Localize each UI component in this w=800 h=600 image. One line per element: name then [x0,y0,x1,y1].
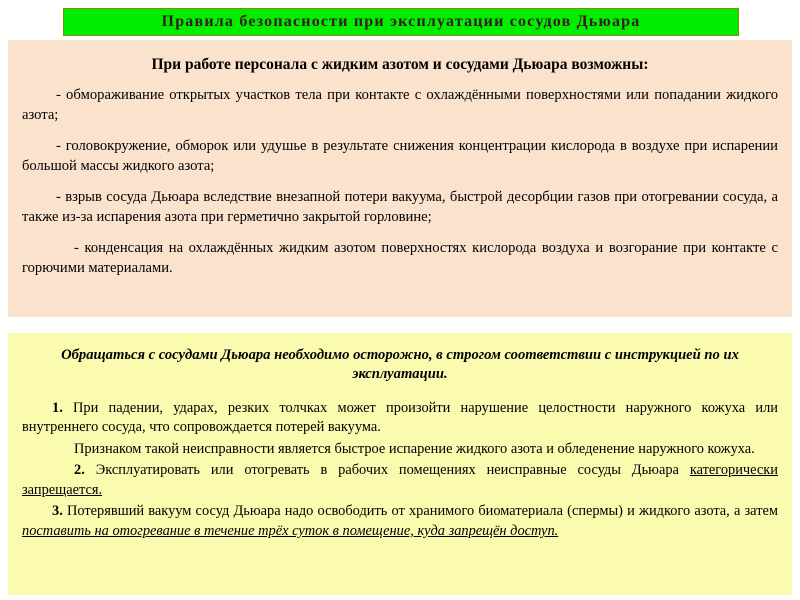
rule-2-number: 2. [74,462,85,479]
rule-1-note-text: Признаком такой неисправности является быстрое испарение жидкого азота и обледенение наружного кожуха. [74,440,755,457]
rule-3-number: 3. [52,503,63,520]
rule-1-number: 1. [52,399,63,416]
hazard-item: - взрыв сосуда Дьюара вследствие внезапной потери вакуума, быстрой десорбции газов при отогревании сосуда, а также из-за испарения азота при герметично закрытой горловине; [22,189,778,226]
hazard-item: - конденсация на охлаждённых жидким азотом поверхностях кислорода воздуха и возгорание при контакте с горючими материалами. [22,240,778,277]
rule-item-1-note [22,440,778,460]
rule-2-emphasis: категорически запрещается. [22,462,778,498]
rule-3-text: Потерявший вакуум сосуд Дьюара надо освободить от хранимого биоматериала (спермы) и жидкого азота, а затем [66,503,778,520]
slide-title-banner [63,8,739,36]
rule-1-text: При падении, ударах, резких толчках может произойти нарушение целостности наружного кожуха или внутреннего сосуда, что сопровождается потерей вакуума. [22,399,778,436]
rule-2-text: Эксплуатировать или отогревать в рабочих помещениях неисправные сосуды Дьюара [95,462,679,479]
hazards-heading: При работе персонала с жидким азотом и сосудами Дьюара возможны: [151,56,649,73]
hazard-item: - обмораживание открытых участков тела при контакте с охлаждёнными поверхностями или попадании жидкого азота; [22,86,778,123]
hazards-panel [8,40,792,317]
rules-panel [8,333,792,595]
rule-item-3 [22,502,778,541]
rule-item-2 [22,461,778,500]
rule-item-1 [22,399,778,438]
hazard-item: - головокружение, обморок или удушье в результате снижения концентрации кислорода в воздухе при испарении большой массы жидкого азота; [22,137,778,174]
rule-3-emphasis: поставить на отогревание в течение трёх суток в помещение, куда запрещён доступ. [22,522,559,539]
rules-lead: Обращаться с сосудами Дьюара необходимо осторожно, в строгом соответствии с инструкцией по их эксплуатации. [61,347,739,383]
page-title: Правила безопасности при эксплуатации сосудов Дьюара [161,13,641,30]
